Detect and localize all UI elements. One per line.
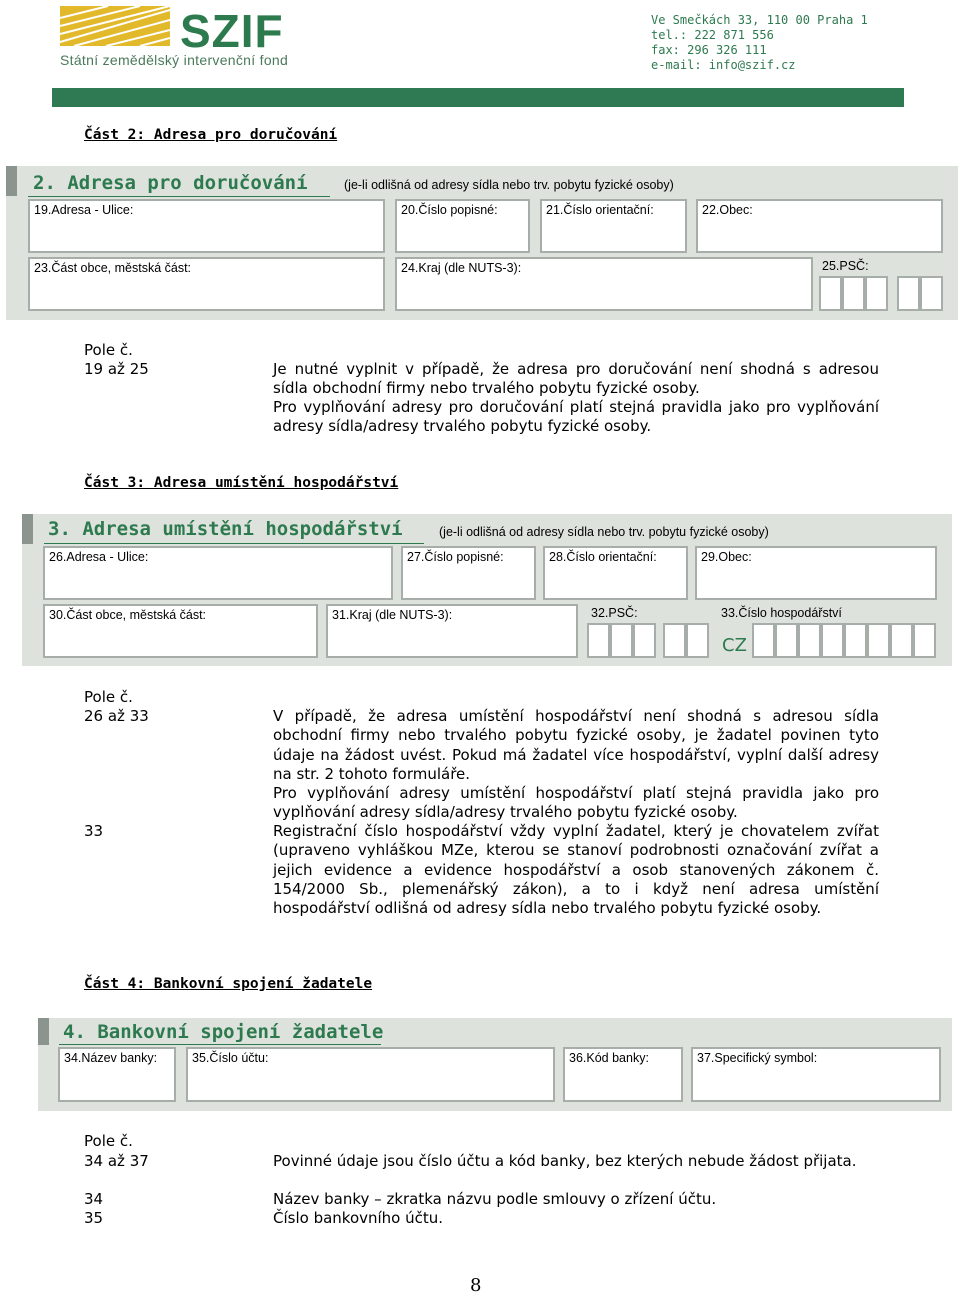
psc-cell[interactable] — [920, 276, 943, 311]
part3-notes-text2: Pro vyplňování adresy umístění hospodářství platí stejná pravidla jako pro vyplňování adresy sídla/adresy trvalého pobytu fyzické osoby. — [273, 784, 879, 822]
field-28-label: 28.Číslo orientační: — [549, 550, 657, 564]
part4-notes-text34: Název banky – zkratka názvu podle smlouvy o zřízení účtu. — [273, 1190, 717, 1208]
part3-notes-range: 26 až 33 — [84, 707, 149, 725]
field-31-label: 31.Kraj (dle NUTS-3): — [332, 608, 453, 622]
field-33-label: 33.Číslo hospodářství — [721, 606, 842, 620]
field-30-city-part[interactable] — [43, 604, 318, 658]
field-20-label: 20.Číslo popisné: — [401, 203, 498, 217]
field-25-label: 25.PSČ: — [822, 259, 869, 273]
part3-section-title: 3. Adresa umístění hospodářství — [48, 518, 403, 540]
field-21-label: 21.Číslo orientační: — [546, 203, 654, 217]
part4-notes-text35: Číslo bankovního účtu. — [273, 1209, 444, 1227]
field-34-label: 34.Název banky: — [64, 1051, 158, 1065]
farm-number-cell[interactable] — [775, 623, 798, 658]
psc-cell[interactable] — [819, 276, 842, 311]
part3-section-note: (je-li odlišná od adresy sídla nebo trv. pobytu fyzické osoby) — [439, 525, 769, 539]
field-37-label: 37.Specifický symbol: — [697, 1051, 818, 1065]
logo-name: SZIF — [180, 5, 284, 57]
part3-panel-stripe — [22, 514, 33, 544]
psc-cell[interactable] — [587, 623, 610, 658]
field-34-bank-name[interactable] — [58, 1047, 176, 1102]
part3-notes-label: Pole č. — [84, 688, 133, 706]
part4-notes-num35: 35 — [84, 1209, 104, 1227]
psc-cell[interactable] — [610, 623, 633, 658]
part3-heading: Část 3: Adresa umístění hospodářství — [84, 475, 399, 491]
contact-block — [651, 13, 868, 73]
field-36-label: 36.Kód banky: — [569, 1051, 649, 1065]
szif-logo — [60, 6, 170, 46]
field-27-house-number[interactable] — [401, 546, 536, 600]
part2-section-note: (je-li odlišná od adresy sídla nebo trv. pobytu fyzické osoby) — [344, 178, 674, 192]
field-32-label: 32.PSČ: — [591, 606, 638, 620]
field-24-label: 24.Kraj (dle NUTS-3): — [401, 261, 522, 275]
field-37-specific-symbol[interactable] — [691, 1047, 941, 1102]
farm-number-cell[interactable] — [867, 623, 890, 658]
part2-notes-text2: Pro vyplňování adresy pro doručování platí stejná pravidla jako pro vyplňování adresy sídla/adresy trvalého pobytu fyzické osoby. — [273, 398, 879, 436]
part4-section-title: 4. Bankovní spojení žadatele — [63, 1021, 384, 1043]
psc-cell[interactable] — [842, 276, 865, 311]
contact-address: Ve Smečkách 33, 110 00 Praha 1 — [651, 13, 868, 27]
field-30-label: 30.Část obce, městská část: — [49, 608, 207, 622]
psc-cell[interactable] — [897, 276, 920, 311]
part2-title-rule — [28, 196, 330, 197]
part3-notes-text33: Registrační číslo hospodářství vždy vyplní žadatel, který je chovatelem zvířat (upraveno vyhláškou MZe, kterou se stanoví podrobnosti označování zvířat a jejich evidence a evidence hospodářství a osob stanovených zákonem č. 154/2000 Sb., plemenářský zákon), a to i když není adresa umístění hospodářství odlišná od adresy sídla nebo trvalého pobytu fyzické osoby. — [273, 822, 879, 918]
field-24-region[interactable] — [395, 257, 813, 311]
part4-notes-num34: 34 — [84, 1190, 104, 1208]
contact-fax: fax: 296 326 111 — [651, 43, 767, 57]
wheat-field-logo-icon — [60, 6, 170, 46]
part4-title-rule — [59, 1044, 381, 1045]
contact-email: e-mail: info@szif.cz — [651, 58, 796, 72]
field-21-orientation-number[interactable] — [540, 199, 687, 253]
part4-panel-stripe — [38, 1018, 49, 1045]
farm-number-cell[interactable] — [890, 623, 913, 658]
psc-cell[interactable] — [865, 276, 888, 311]
part3-title-rule — [44, 543, 424, 544]
part2-section-title: 2. Adresa pro doručování — [33, 172, 308, 194]
part2-heading: Část 2: Adresa pro doručování — [84, 127, 338, 143]
field-35-account-number[interactable] — [186, 1047, 555, 1102]
part2-notes-range: 19 až 25 — [84, 360, 149, 378]
header-green-bar — [52, 88, 904, 107]
part4-notes-label: Pole č. — [84, 1132, 133, 1150]
field-22-municipality[interactable] — [696, 199, 943, 253]
psc-cell[interactable] — [663, 623, 686, 658]
field-26-label: 26.Adresa - Ulice: — [49, 550, 149, 564]
field-36-bank-code[interactable] — [563, 1047, 683, 1102]
field-19-street[interactable] — [28, 199, 385, 253]
contact-phone: tel.: 222 871 556 — [651, 28, 774, 42]
psc-cell[interactable] — [633, 623, 656, 658]
cz-prefix: CZ — [722, 635, 747, 656]
field-19-label: 19.Adresa - Ulice: — [34, 203, 134, 217]
farm-number-cell[interactable] — [844, 623, 867, 658]
part4-notes-range: 34 až 37 — [84, 1152, 149, 1170]
part4-notes-text1: Povinné údaje jsou číslo účtu a kód banky, bez kterých nebude žádost přijata. — [273, 1152, 857, 1170]
field-35-label: 35.Číslo účtu: — [192, 1051, 269, 1065]
field-23-label: 23.Část obce, městská část: — [34, 261, 192, 275]
part2-notes-text1: Je nutné vyplnit v případě, že adresa pro doručování není shodná s adresou sídla obchodní firmy nebo trvalého pobytu fyzické osoby. — [273, 360, 879, 398]
field-29-municipality[interactable] — [695, 546, 937, 600]
field-22-label: 22.Obec: — [702, 203, 753, 217]
field-26-street[interactable] — [43, 546, 393, 600]
psc-cell[interactable] — [686, 623, 709, 658]
part3-notes-text1: V případě, že adresa umístění hospodářství není shodná s adresou sídla obchodní firmy nebo trvalého pobytu fyzické osoby, je žadatel povinen tyto údaje na žádost uvést. Pokud má žadatel více hospodářství, vyplní další adresy na str. 2 tohoto formuláře. — [273, 707, 879, 783]
part2-panel-stripe — [6, 166, 17, 196]
farm-number-cell[interactable] — [798, 623, 821, 658]
field-23-city-part[interactable] — [28, 257, 385, 311]
farm-number-cell[interactable] — [821, 623, 844, 658]
part2-notes-label: Pole č. — [84, 341, 133, 359]
logo-subtitle: Státní zemědělský intervenční fond — [60, 52, 289, 68]
field-27-label: 27.Číslo popisné: — [407, 550, 504, 564]
field-28-orientation-number[interactable] — [543, 546, 688, 600]
part3-notes-num33: 33 — [84, 822, 104, 840]
field-29-label: 29.Obec: — [701, 550, 752, 564]
field-20-house-number[interactable] — [395, 199, 530, 253]
farm-number-cell[interactable] — [752, 623, 775, 658]
farm-number-cell[interactable] — [913, 623, 936, 658]
part4-heading: Část 4: Bankovní spojení žadatele — [84, 976, 373, 992]
page-number: 8 — [470, 1275, 482, 1296]
field-31-region[interactable] — [326, 604, 578, 658]
